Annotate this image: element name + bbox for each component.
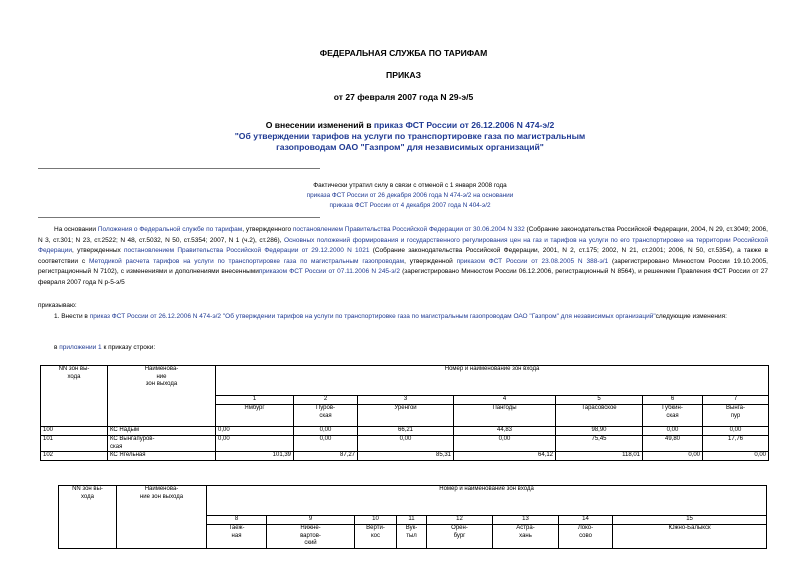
title-line-2[interactable]: "Об утверждении тарифов на услуги по транспортировке газа по магистральным <box>234 131 586 141</box>
appendix-paragraph <box>38 343 768 354</box>
column-number: 11 <box>397 516 427 525</box>
column-number: 5 <box>556 396 643 405</box>
link-order-245[interactable]: приказом ФСТ России от 07.11.2006 N 245-э/2 <box>258 268 400 276</box>
document-date-number: от 27 февраля 2007 года N 29-э/5 <box>333 92 474 102</box>
table-header-row <box>59 486 767 516</box>
agency-name: ФЕДЕРАЛЬНАЯ СЛУЖБА ПО ТАРИФАМ <box>319 48 488 58</box>
column-number: 12 <box>427 516 493 525</box>
column-zone-name: Пуров- ская <box>294 405 358 427</box>
link-basic-provisions[interactable]: Основных положений формирования и государственного регулирования цен на газ и тарифов на услуги по его транспортировке на территории Российской Федерации <box>38 236 768 255</box>
divider-top <box>38 168 320 169</box>
table-row <box>41 452 769 461</box>
column-zone-name: Таеж- ная <box>207 525 267 549</box>
column-zone-name: Верти- кос <box>355 525 397 549</box>
tariff-value-cell: 0,00 <box>703 452 769 461</box>
column-number: 9 <box>267 516 355 525</box>
tariff-value-cell: 44,83 <box>454 427 556 436</box>
preamble-text: , утвержденной <box>404 257 457 265</box>
tariff-value-cell: 17,76 <box>703 436 769 452</box>
tariff-value-cell: 49,80 <box>643 436 703 452</box>
header-zone-exit-number: NN зон вы- хода <box>41 366 108 427</box>
title-link-order-474[interactable]: приказ ФСТ России от 26.12.2006 N 474-э/2 <box>373 120 555 130</box>
preamble-text: , утвержденного <box>242 226 293 233</box>
table-header-row <box>41 366 769 396</box>
link-gov-decree-332[interactable]: постановлением Правительства Российской Федерации от 30.06.2004 N 332 <box>292 226 525 233</box>
tariff-table-1 <box>40 365 769 461</box>
tariff-value-cell: 75,45 <box>556 436 643 452</box>
column-zone-name: Губкин- ская <box>643 405 703 427</box>
tariff-value-cell: 64,12 <box>454 452 556 461</box>
header-zone-exit-name: Наименова- ние зон выхода <box>117 486 207 549</box>
column-number: 4 <box>454 396 556 405</box>
row-zone-number: 101 <box>41 436 108 452</box>
status-note <box>200 181 620 211</box>
tariff-value-cell: 101,39 <box>216 452 294 461</box>
preamble-text: На основании <box>54 226 98 233</box>
link-order-388[interactable]: приказом ФСТ России от 23.08.2005 N 388-э/1 <box>456 257 609 265</box>
column-number: 14 <box>559 516 613 525</box>
column-number: 1 <box>216 396 294 405</box>
preamble-text: (Собрание законодательства Российской Федерации, 2001, N 2, ст.175; 2002, N 21, ст.2001; 2006, N 50, ст.5354), а также в соответствии с <box>38 247 769 265</box>
tariff-value-cell: 66,21 <box>358 427 454 436</box>
header-zone-entry: Номер и наименование зон входа <box>216 366 769 396</box>
column-number: 10 <box>355 516 397 525</box>
preamble-text: (зарегистрировано Минюстом России 06.12.2006, регистрационный N 8564), и решением Правления ФСТ России от 27 февраля 2007 года N р-5-э/5 <box>38 268 768 286</box>
tariff-value-cell: 98,90 <box>556 427 643 436</box>
column-zone-name: Уренгой <box>358 405 454 427</box>
table-row <box>41 436 769 452</box>
tariff-table-2 <box>58 485 767 549</box>
preamble-paragraph <box>38 225 768 289</box>
tariff-value-cell: 85,31 <box>358 452 454 461</box>
link-order-474-full[interactable]: приказ ФСТ России от 26.12.2006 N 474-э/2 "Об утверждении тарифов на услуги по транспортировке газа по магистральным газопроводам ОАО "Газпром" для независимых организаций" <box>89 313 656 320</box>
title-line-3[interactable]: газопроводам ОАО "Газпром" для независимых организаций" <box>276 142 544 152</box>
item-1-text: 1. Внести в <box>54 313 90 320</box>
document-title <box>150 120 670 153</box>
row-zone-number: 102 <box>41 452 108 461</box>
status-note-link-2[interactable]: приказа ФСТ России от 4 декабря 2007 года N 404-э/2 <box>329 202 491 209</box>
row-zone-name: КС Надым <box>108 427 216 436</box>
header-zone-entry: Номер и наименование зон входа <box>207 486 767 516</box>
row-zone-number: 100 <box>41 427 108 436</box>
column-zone-name: Астра- хань <box>493 525 559 549</box>
column-zone-name: Тарасовское <box>556 405 643 427</box>
link-calculation-method[interactable]: Методикой расчета тарифов на услуги по транспортировке газа по магистральным газопроводам <box>88 257 405 265</box>
link-gov-decree-1021[interactable]: постановлением Правительства Российской Федерации от 29.12.2000 N 1021 <box>124 247 370 255</box>
tariff-value-cell: 0,00 <box>643 452 703 461</box>
appendix-text: в <box>54 344 60 351</box>
tariff-value-cell: 118,01 <box>556 452 643 461</box>
tariff-value-cell: 0,00 <box>216 427 294 436</box>
preamble-text: (Собрание законодательства Российской Федерации, 2004, N 29, ст.3049; 2006, N 3, ст.301; N 23, ст.2522; N 48, ст.5032, N 50, ст.5354; 2007, N 1 (ч.2), ст.286), <box>38 226 768 244</box>
tariff-value-cell: 0,00 <box>294 436 358 452</box>
row-zone-name: КС Ягельная <box>108 452 216 461</box>
column-number: 7 <box>703 396 769 405</box>
title-prefix: О внесении изменений в <box>265 120 374 130</box>
document-type: ПРИКАЗ <box>386 70 421 80</box>
column-zone-name: Ямбург <box>216 405 294 427</box>
row-zone-name: КС Вынгапуров- ская <box>108 436 216 452</box>
table-row <box>41 427 769 436</box>
tariff-value-cell: 87,27 <box>294 452 358 461</box>
column-number: 8 <box>207 516 267 525</box>
tariff-value-cell: 0,00 <box>643 427 703 436</box>
item-1-paragraph <box>38 312 768 323</box>
appendix-text: к приказу строки: <box>101 344 156 351</box>
preamble-text: (зарегистрировано Минюстом России 19.10.2005, регистрационный N 7102), с изменениями и дополнениями внесенными <box>38 257 768 276</box>
status-note-line-1: Фактически утратил силу в связи с отменой с 1 января 2008 года <box>313 182 507 189</box>
tariff-value-cell: 0,00 <box>216 436 294 452</box>
tariff-value-cell: 0,00 <box>294 427 358 436</box>
column-number: 15 <box>613 516 767 525</box>
header-zone-exit-name: Наименова- ние зон выхода <box>108 366 216 427</box>
order-word: приказываю: <box>38 302 77 309</box>
column-number: 2 <box>294 396 358 405</box>
item-1-text: следующие изменения: <box>655 313 727 320</box>
link-appendix-1[interactable]: приложении 1 <box>59 344 102 351</box>
column-zone-name: Нижне- вартов- ский <box>267 525 355 549</box>
preamble-text: , утвержденных <box>72 247 125 255</box>
column-zone-name: Локо- сово <box>559 525 613 549</box>
status-note-link-1[interactable]: приказа ФСТ России от 26 декабря 2006 года N 474-э/2 на основании <box>306 192 514 199</box>
column-zone-name: Пангоды <box>454 405 556 427</box>
tariff-value-cell: 0,00 <box>358 436 454 452</box>
link-fst-regulation[interactable]: Положения о Федеральной службе по тарифам <box>97 226 243 233</box>
tariff-value-cell: 0,00 <box>454 436 556 452</box>
column-zone-name: Южно-Балыкск <box>613 525 767 549</box>
header-zone-exit-number: NN зон вы- хода <box>59 486 117 549</box>
column-number: 6 <box>643 396 703 405</box>
column-number: 13 <box>493 516 559 525</box>
column-number: 3 <box>358 396 454 405</box>
divider-bottom <box>38 217 320 218</box>
column-zone-name: Орен- бург <box>427 525 493 549</box>
column-zone-name: Вынга- пур <box>703 405 769 427</box>
column-zone-name: Вук- тыл <box>397 525 427 549</box>
tariff-value-cell: 0,00 <box>703 427 769 436</box>
